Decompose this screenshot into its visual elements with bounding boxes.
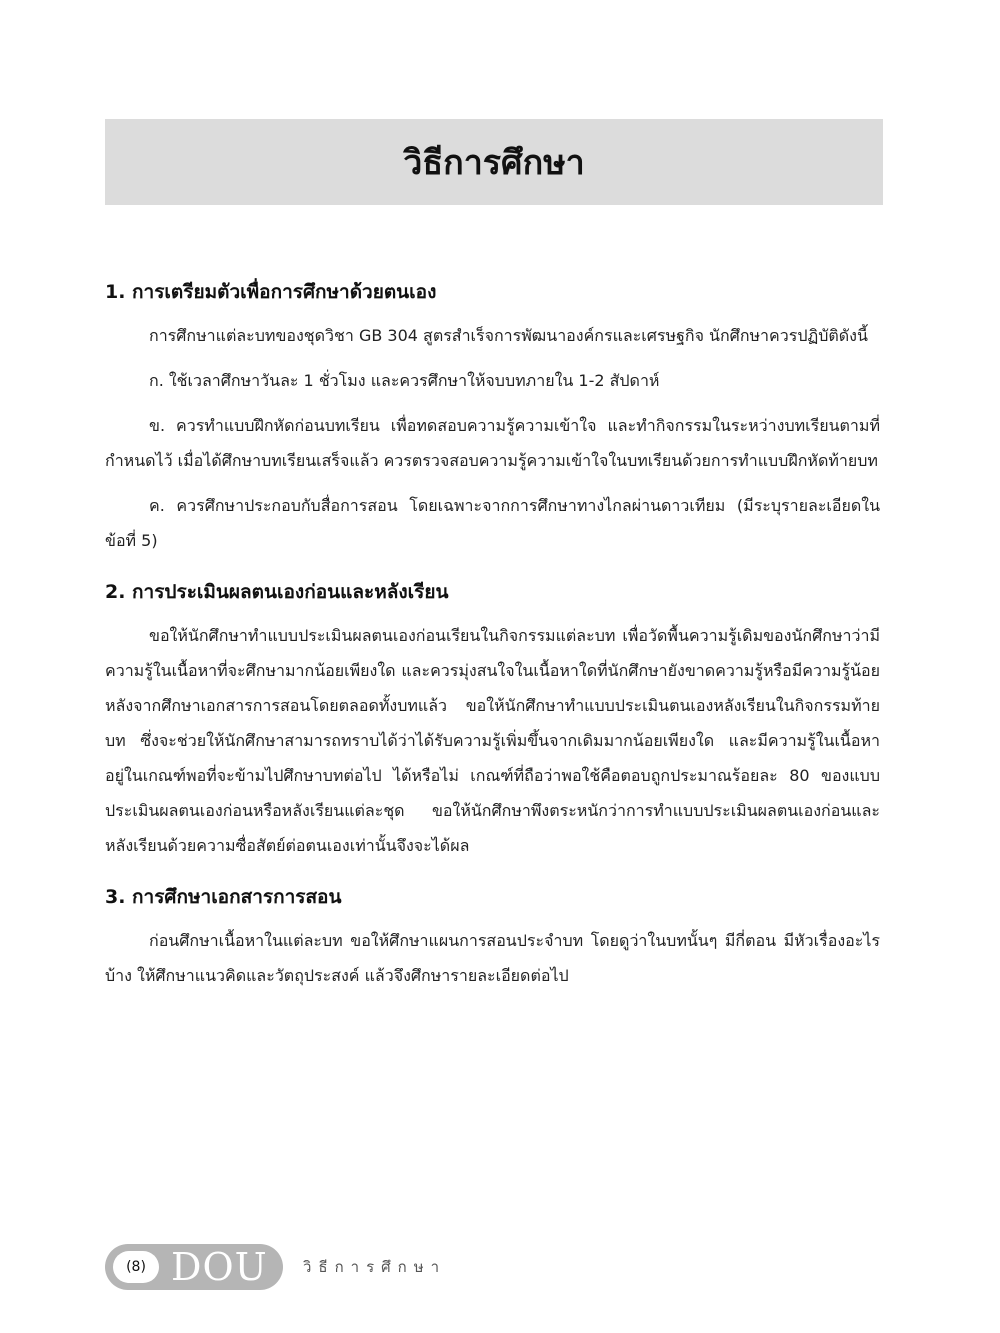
paragraph: การศึกษาแต่ละบทของชุดวิชา GB 304 สูตรสำเร็จการพัฒนาองค์กรและเศรษฐกิจ นักศึกษาควรปฏิบัติดังนี้ <box>149 326 868 345</box>
page-footer <box>105 1244 446 1290</box>
paragraph: ขอให้นักศึกษาทำแบบประเมินผลตนเองก่อนเรียนในกิจกรรมแต่ละบท เพื่อวัดพื้นความรู้เดิมของนักศึกษาว่ามีความรู้ในเนื้อหาที่จะศึกษามากน้อยเพียงใด และควรมุ่งสนใจในเนื้อหาใดที่นักศึกษายังขาดความรู้หรือมีความรู้น้อย หลังจากศึกษาเอกสารการสอนโดยตลอดทั้งบทแล้ว ขอให้นักศึกษาทำแบบประเมินตนเองหลังเรียนในกิจกรรมท้ายบท ซึ่งจะช่วยให้นักศึกษาสามารถทราบได้ว่าได้รับความรู้เพิ่มขึ้นจากเดิมมากน้อยเพียงใด และมีความรู้ในเนื้อหาอยู่ในเกณฑ์พอที่จะข้ามไปศึกษาบทต่อไป ได้หรือไม่ เกณฑ์ที่ถือว่าพอใช้คือตอบถูกประมาณร้อยละ 80 ของแบบประเมินผลตนเองก่อนหรือหลังเรียนแต่ละชุด ขอให้นักศึกษาพึงตระหนักว่าการทำแบบประเมินผลตนเองก่อนและหลังเรียนด้วยความซื่อสัตย์ต่อตนเองเท่านั้นจึงจะได้ผล <box>105 626 880 855</box>
document-body <box>105 274 880 1003</box>
dou-logo: DOU <box>171 1245 268 1289</box>
title-banner <box>105 119 883 205</box>
section-heading-1: 1. การเตรียมตัวเพื่อการศึกษาด้วยตนเอง <box>105 281 437 303</box>
section-heading-3: 3. การศึกษาเอกสารการสอน <box>105 886 342 908</box>
footer-running-title: วิธีการศึกษา <box>303 1258 447 1276</box>
paragraph: ก. ใช้เวลาศึกษาวันละ 1 ชั่วโมง และควรศึกษาให้จบบทภายใน 1-2 สัปดาห์ <box>149 371 660 390</box>
paragraph: ก่อนศึกษาเนื้อหาในแต่ละบท ขอให้ศึกษาแผนการสอนประจำบท โดยดูว่าในบทนั้นๆ มีกี่ตอน มีหัวเรื่องอะไรบ้าง ให้ศึกษาแนวคิดและวัตถุประสงค์ แล้วจึงศึกษารายละเอียดต่อไป <box>105 931 880 985</box>
page-title: วิธีการศึกษา <box>403 143 585 183</box>
section-heading-2: 2. การประเมินผลตนเองก่อนและหลังเรียน <box>105 581 449 603</box>
footer-badge <box>105 1244 283 1290</box>
page-number: (8) <box>113 1251 159 1283</box>
paragraph: ข. ควรทำแบบฝึกหัดก่อนบทเรียน เพื่อทดสอบความรู้ความเข้าใจ และทำกิจกรรมในระหว่างบทเรียนตามที่กำหนดไว้ เมื่อได้ศึกษาบทเรียนเสร็จแล้ว ควรตรวจสอบความรู้ความเข้าใจในบทเรียนด้วยการทำแบบฝึกหัดท้ายบท <box>105 416 880 470</box>
paragraph: ค. ควรศึกษาประกอบกับสื่อการสอน โดยเฉพาะจากการศึกษาทางไกลผ่านดาวเทียม (มีระบุรายละเอียดในข้อที่ 5) <box>105 496 880 550</box>
